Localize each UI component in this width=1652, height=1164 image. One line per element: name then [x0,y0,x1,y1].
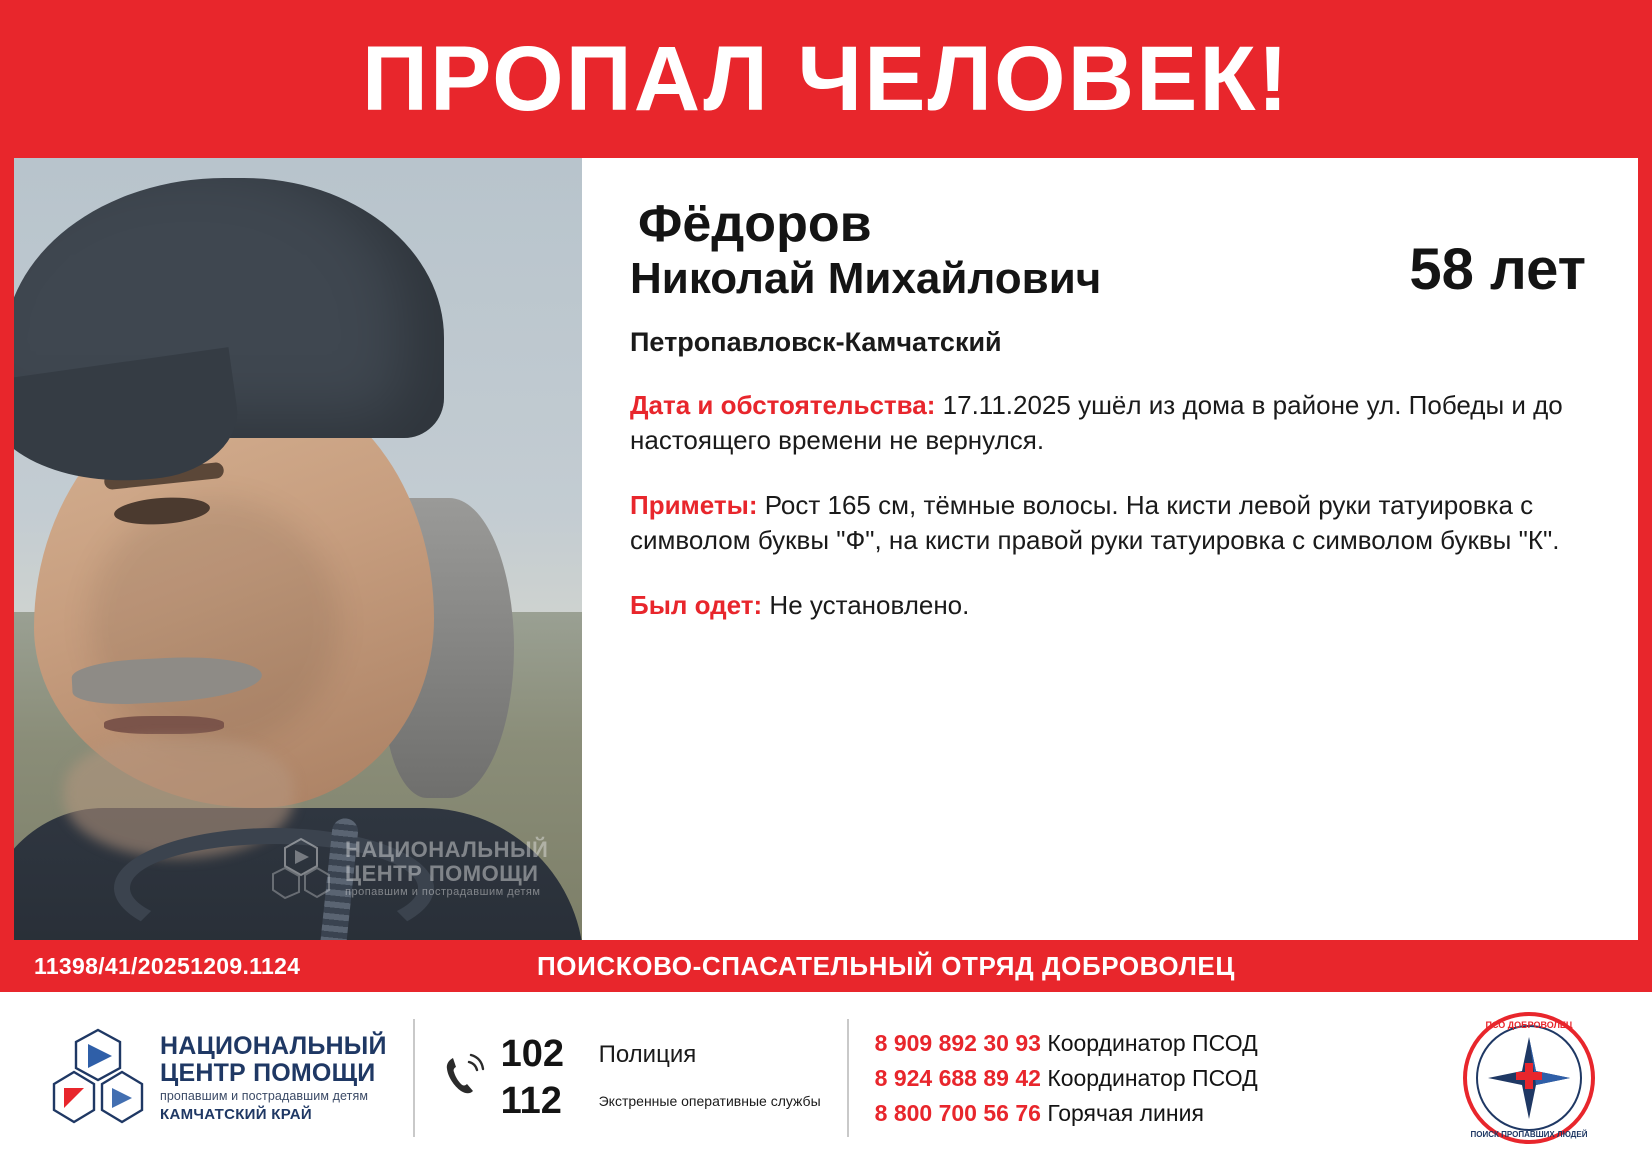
phone-icon [441,1052,485,1104]
emergency-numbers [441,1033,821,1123]
watermark-line-2: ЦЕНТР ПОМОЩИ [345,860,539,886]
emergency-label-102: Полиция [598,1040,697,1068]
svg-text:ПОИСК ПРОПАВШИХ ЛЮДЕЙ: ПОИСК ПРОПАВШИХ ЛЮДЕЙ [1470,1130,1588,1139]
svg-text:ПСО ДОБРОВОЛЕЦ: ПСО ДОБРОВОЛЕЦ [1485,1020,1573,1030]
detail-circumstances [630,388,1594,458]
page-title: ПРОПАЛ ЧЕЛОВЕК! [361,28,1291,130]
ncp-line-3: пропавшим и пострадавшим детям [160,1088,369,1103]
detail-clothing [630,588,1594,623]
footer-divider-2 [847,1019,849,1137]
person-info [582,158,1638,940]
poster-footer [0,992,1652,1164]
photo-watermark [269,836,548,900]
emergency-row-police [501,1033,821,1076]
name-block [630,196,1101,303]
contact-role: Координатор ПСОД [1047,1064,1258,1091]
contact-phone[interactable]: 8 800 700 56 76 [874,1099,1041,1126]
detail-appearance [630,488,1594,558]
contact-phone[interactable]: 8 924 688 89 42 [874,1064,1041,1091]
detail-clothing-label: Был одет: [630,589,763,620]
emergency-rows [501,1033,821,1123]
organization-name: ПОИСКОВО-СПАСАТЕЛЬНЫЙ ОТРЯД ДОБРОВОЛЕЦ [537,950,1235,981]
photo-mouth [104,716,224,734]
detail-appearance-label: Приметы: [630,490,758,521]
ncp-logo-text [160,1033,387,1124]
contact-role: Координатор ПСОД [1047,1029,1258,1056]
person-age: 58 лет [1409,237,1586,302]
contact-row [875,1100,1258,1127]
pso-badge-icon [1462,1011,1596,1145]
photo-missing-person [14,158,582,940]
watermark-line-1: НАЦИОНАЛЬНЫЙ [345,836,549,862]
emergency-number-102: 102 [500,1033,565,1075]
case-id: 11398/41/20251209.1124 [34,952,301,979]
emergency-label-112: Экстренные оперативные службы [598,1092,821,1109]
hexagon-logo-icon [52,1026,144,1130]
name-row [630,196,1594,303]
footer-divider-1 [413,1019,415,1137]
ncp-line-1: НАЦИОНАЛЬНЫЙ [160,1031,387,1060]
emergency-row-112 [501,1080,821,1123]
emergency-number-112: 112 [500,1080,562,1122]
contact-phone[interactable]: 8 909 892 30 93 [874,1029,1041,1056]
person-city: Петропавловск-Камчатский [630,327,1002,358]
detail-appearance-text: Рост 165 см, тёмные волосы. На кисти левой руки татуировка с символом буквы "Ф", на кисти правой руки татуировка с символом буквы "К". [630,490,1560,555]
contact-role: Горячая линия [1047,1099,1204,1126]
poster-header [0,0,1652,158]
ncp-line-4: КАМЧАТСКИЙ КРАЙ [160,1106,312,1124]
contact-list [875,1030,1258,1127]
contact-row [875,1065,1258,1092]
ncp-line-2: ЦЕНТР ПОМОЩИ [160,1058,376,1087]
person-surname: Фёдоров [638,195,872,253]
watermark-line-3: пропавшим и пострадавшим детям [345,886,541,899]
detail-circumstances-label: Дата и обстоятельства: [630,390,936,421]
person-firstname-patronymic: Николай Михайлович [630,254,1102,304]
hexagon-logo-icon [269,836,333,900]
detail-circumstances-text: 17.11.2025 ушёл из дома в районе ул. Победы и до настоящего времени не вернулся. [630,390,1563,456]
photo-face-shading [89,498,339,748]
watermark-text [345,838,548,898]
contact-row [875,1030,1258,1057]
ncp-logo [26,1026,387,1130]
photo-figure [14,168,554,940]
poster-strip [0,940,1652,992]
detail-clothing-text: Не установлено. [762,589,970,620]
poster-body [0,158,1652,940]
